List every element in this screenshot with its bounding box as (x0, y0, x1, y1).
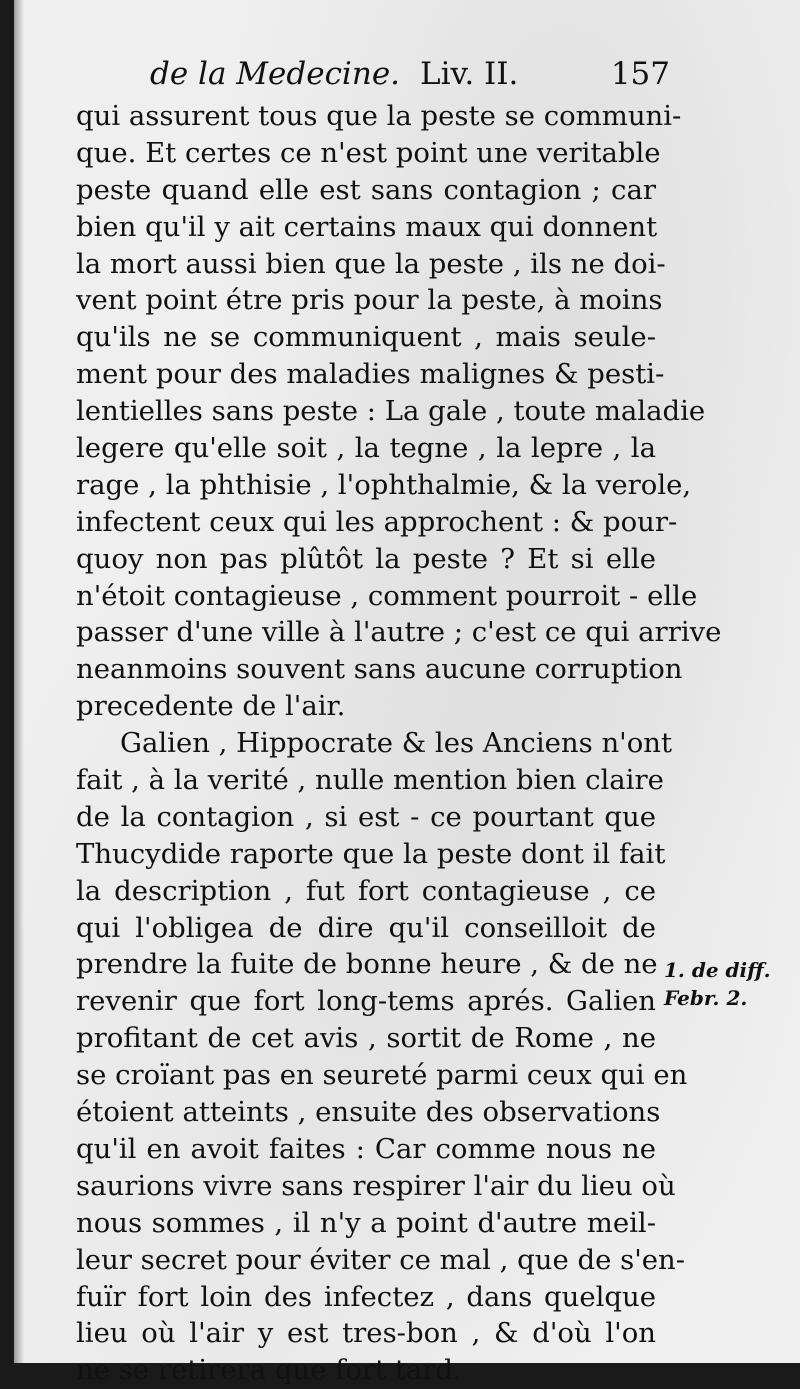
book-page (14, 0, 800, 1387)
text-line: la mort aussi bien que la peste , ils ne doi- (76, 247, 666, 280)
text-line: qu'ils ne se communiquent , mais seule- (76, 321, 656, 354)
text-line: leur secret pour éviter ce mal , que de s'en- (76, 1243, 686, 1276)
text-line: bien qu'il y ait certains maux qui donnent (76, 210, 658, 243)
text-line: profitant de cet avis , sortit de Rome , ne (76, 1022, 656, 1055)
text-line: saurions vivre sans respirer l'air du lieu où (76, 1169, 676, 1202)
paragraph-2 (76, 725, 688, 1389)
text-line: fait , à la verité , nulle mention bien claire (76, 764, 664, 797)
text-line: neanmoins souvent sans aucune corruption (76, 653, 683, 686)
text-line: qu'il en avoit faites : Car comme nous ne (76, 1132, 656, 1165)
text-line: qui l'obligea de dire qu'il conseilloit de (76, 911, 656, 944)
margin-note: 1. de diff. (664, 958, 771, 982)
text-line: vent point étre pris pour la peste, à moins (76, 284, 663, 317)
text-line: Thucydide raporte que la peste dont il fait (76, 837, 666, 870)
text-line: revenir que fort long-tems aprés. Galien (76, 985, 656, 1018)
text-line: n'étoit contagieuse , comment pourroit - elle (76, 579, 698, 612)
text-line: que. Et certes ce n'est point une veritable (76, 136, 661, 169)
running-title: de la Medecine. (150, 56, 401, 92)
text-line: infectent ceux qui les approchent : & pour- (76, 505, 678, 538)
text-line: nous sommes , il n'y a point d'autre meil- (76, 1206, 656, 1239)
text-line: lieu où l'air y est tres-bon , & d'où l'on (76, 1317, 656, 1350)
text-line: rage , la phthisie , l'ophthalmie, & la verole, (76, 468, 692, 501)
page-edge-shadow (14, 0, 24, 1363)
text-line: qui assurent tous que la peste se communi- (76, 100, 682, 132)
text-line: prendre la fuite de bonne heure , & de ne (76, 948, 658, 981)
text-line: de la contagion , si est - ce pourtant que (76, 800, 656, 833)
text-line: se croïant pas en seureté parmi ceux qui en (76, 1059, 688, 1092)
text-line: la description , fut fort contagieuse , ce (76, 874, 656, 907)
text-line: legere qu'elle soit , la tegne , la lepre , la (76, 432, 656, 465)
text-line: peste quand elle est sans contagion ; car (76, 173, 656, 206)
page-number: 157 (610, 56, 670, 92)
text-line: fuïr fort loin des infectez , dans quelque (76, 1280, 656, 1313)
text-line: ne se retirera que fort tard. (76, 1354, 462, 1387)
margin-note: Febr. 2. (664, 986, 748, 1010)
text-line: quoy non pas plûtôt la peste ? Et si elle (76, 542, 656, 575)
text-line: étoient atteints , ensuite des observations (76, 1096, 661, 1129)
text-line: passer d'une ville à l'autre ; c'est ce qui arrive (76, 616, 722, 649)
text-line: Galien , Hippocrate & les Anciens n'ont (120, 727, 673, 760)
text-line: precedente de l'air. (76, 690, 346, 723)
paragraph-1 (76, 98, 722, 725)
text-line: ment pour des maladies malignes & pesti- (76, 358, 665, 391)
book-number: Liv. II. (420, 56, 519, 92)
page-header (150, 56, 670, 96)
text-line: lentielles sans peste : La gale , toute maladie (76, 395, 706, 428)
